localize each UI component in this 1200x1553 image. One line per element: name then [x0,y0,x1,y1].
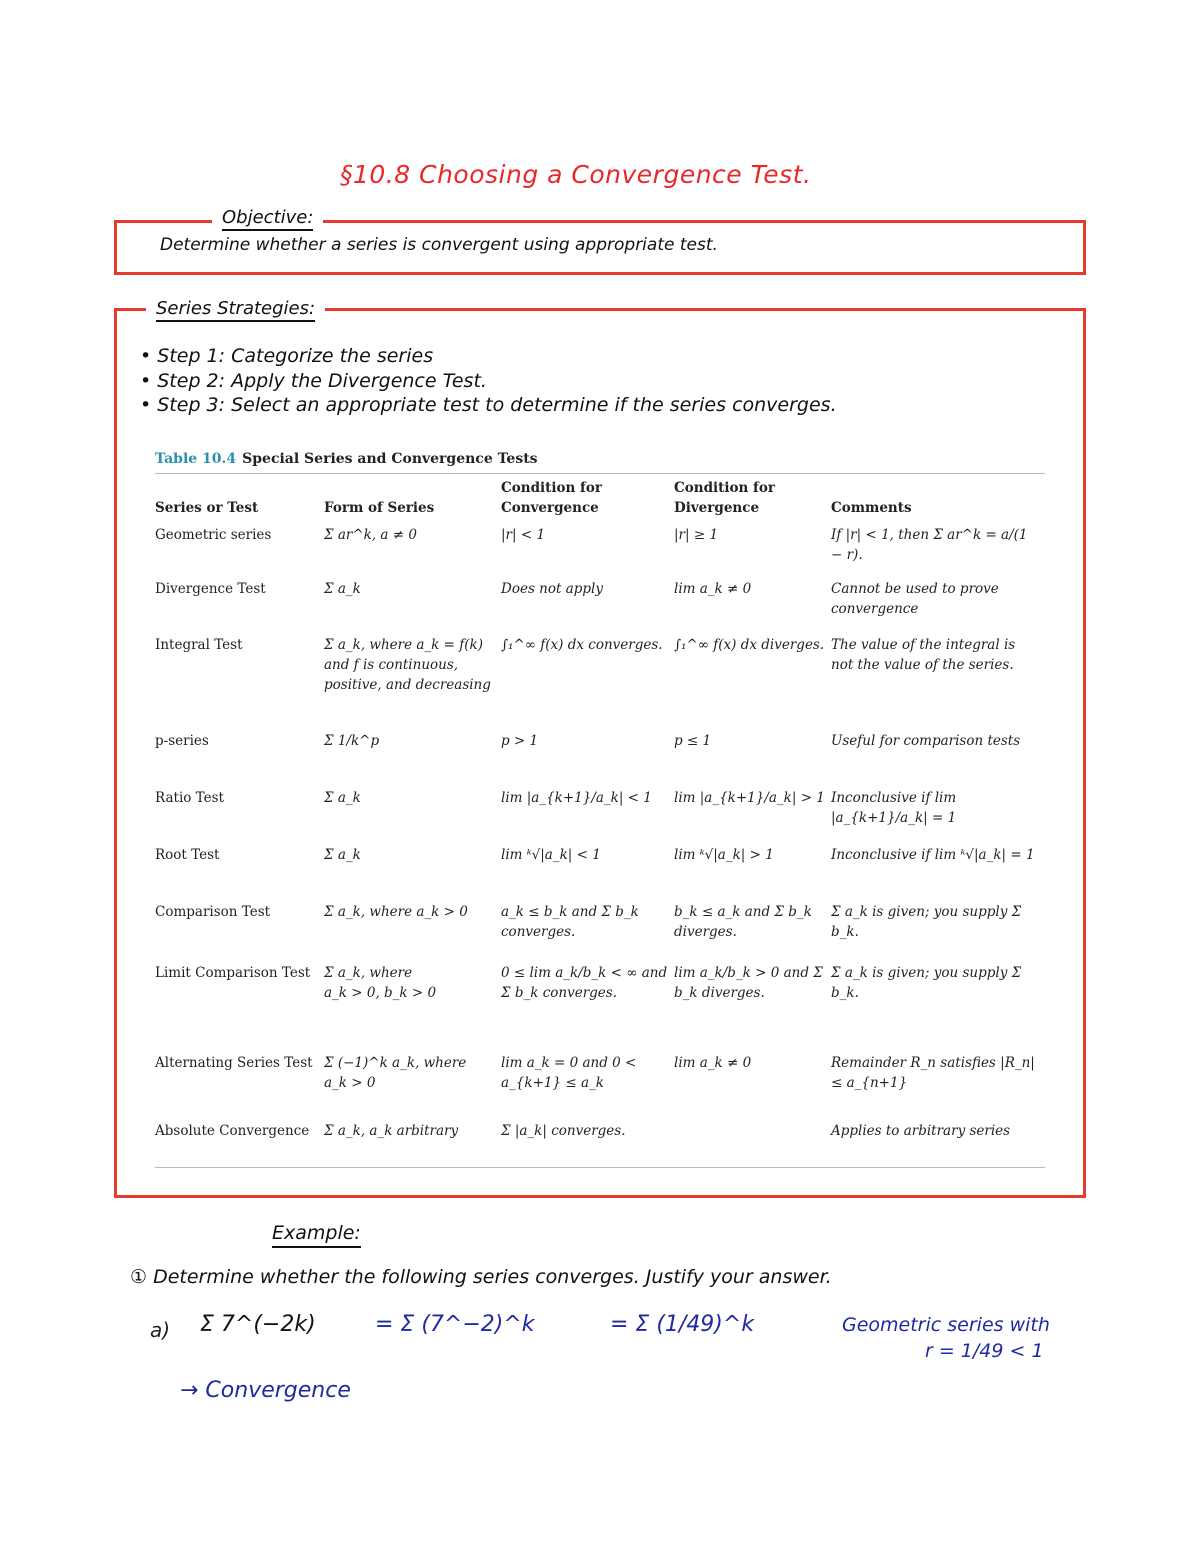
form-extra: a_k > 0 [324,1074,376,1091]
header-series: Series or Test [155,500,259,517]
form-cell [324,579,501,635]
table-row [155,525,1045,579]
series-name-cell: Geometric series [155,526,272,543]
convergence-cell: lim a_k = 0 and 0 < a_{k+1} ≤ a_k [501,1054,637,1091]
divergence-cell: |r| ≥ 1 [674,526,719,543]
table-row [155,845,1045,902]
convergence-cell: Σ |a_k| converges. [501,1122,626,1139]
comment-cell: Inconclusive if lim ᵏ√|a_k| = 1 [831,846,1035,863]
form-main: Σ 1/k^p [324,732,380,749]
divergence-cell: lim a_k/b_k > 0 and Σ b_k diverges. [674,964,823,1001]
table-bottom-rule [155,1167,1045,1168]
convergence-cell: lim |a_{k+1}/a_k| < 1 [501,789,652,806]
series-name-cell: Integral Test [155,636,243,653]
header-convergence: Condition for Convergence [501,480,602,517]
objective-text: Determine whether a series is convergent using appropriate test. [160,235,718,255]
form-main: Σ a_k [324,846,361,863]
example-question: ① Determine whether the following series converges. Justify your answer. [130,1266,832,1288]
example-label: Example: [272,1222,361,1244]
convergence-cell: p > 1 [501,732,539,749]
convergence-cell: |r| < 1 [501,526,546,543]
convergence-cell: lim ᵏ√|a_k| < 1 [501,846,601,863]
form-main: Σ a_k, where a_k = f(k) [324,636,483,653]
page-title: §10.8 Choosing a Convergence Test. [340,160,812,189]
comment-cell: If |r| < 1, then Σ ar^k = a/(1 − r). [831,526,1028,563]
series-name-cell: Comparison Test [155,903,271,920]
example-result: → Convergence [180,1378,351,1403]
divergence-cell: lim a_k ≠ 0 [674,580,752,597]
divergence-cell: p ≤ 1 [674,732,712,749]
form-extra: a_k > 0, b_k > 0 [324,984,437,1001]
series-name-cell: Limit Comparison Test [155,964,311,981]
example-lhs: Σ 7^(−2k) [200,1312,316,1337]
divergence-cell [674,1121,831,1165]
table-row [155,788,1045,845]
form-cell [324,902,501,963]
convergence-cell: 0 ≤ lim a_k/b_k < ∞ and Σ b_k converges. [501,964,668,1001]
table-header-row [155,476,1045,525]
comment-cell: Inconclusive if lim |a_{k+1}/a_k| = 1 [831,789,957,826]
series-name-cell: Absolute Convergence [155,1122,310,1139]
series-name-cell: Alternating Series Test [155,1054,313,1071]
form-cell [324,1053,501,1121]
table-caption: Table 10.4 Special Series and Convergence Tests [155,451,538,467]
divergence-cell: ∫₁^∞ f(x) dx diverges. [674,636,825,653]
strategies-label: Series Strategies: [146,298,325,319]
form-cell [324,788,501,845]
divergence-cell: lim ᵏ√|a_k| > 1 [674,846,774,863]
objective-label: Objective: [212,207,323,228]
table-row [155,1053,1045,1121]
comment-cell: Applies to arbitrary series [831,1122,1011,1139]
table-row [155,635,1045,731]
form-cell [324,635,501,731]
divergence-cell: lim |a_{k+1}/a_k| > 1 [674,789,825,806]
series-name-cell: p-series [155,732,209,749]
series-name-cell: Root Test [155,846,220,863]
form-extra: and f is continuous, positive, and decreasing [324,656,491,693]
example-reason-2: r = 1/49 < 1 [925,1340,1044,1362]
convergence-table [155,476,1045,1165]
divergence-cell: lim a_k ≠ 0 [674,1054,752,1071]
table-row [155,963,1045,1053]
divergence-cell: b_k ≤ a_k and Σ b_k diverges. [674,903,812,940]
table-row [155,731,1045,788]
form-main: Σ a_k, a_k arbitrary [324,1122,459,1139]
comment-cell: Cannot be used to prove convergence [831,580,999,617]
form-cell [324,731,501,788]
form-main: Σ a_k [324,580,361,597]
header-comments: Comments [831,500,912,517]
step-2: • Step 2: Apply the Divergence Test. [140,370,487,392]
example-reason-1: Geometric series with [842,1314,1050,1336]
header-divergence: Condition for Divergence [674,480,775,517]
form-cell [324,1121,501,1165]
table-top-rule [155,473,1045,474]
form-cell [324,963,501,1053]
example-step-2: = Σ (1/49)^k [610,1312,755,1337]
comment-cell: The value of the integral is not the value of the series. [831,636,1016,673]
form-main: Σ a_k [324,789,361,806]
form-main: Σ (−1)^k a_k, where [324,1054,467,1071]
convergence-cell: ∫₁^∞ f(x) dx converges. [501,636,663,653]
form-main: Σ a_k, where a_k > 0 [324,903,468,920]
form-main: Σ ar^k, a ≠ 0 [324,526,417,543]
comment-cell: Σ a_k is given; you supply Σ b_k. [831,903,1022,940]
form-cell [324,845,501,902]
example-part-label: a) [150,1318,171,1342]
series-name-cell: Ratio Test [155,789,224,806]
form-main: Σ a_k, where [324,964,413,981]
comment-cell: Remainder R_n satisfies |R_n| ≤ a_{n+1} [831,1054,1035,1091]
table-row [155,902,1045,963]
table-row [155,1121,1045,1165]
convergence-cell: a_k ≤ b_k and Σ b_k converges. [501,903,639,940]
step-3: • Step 3: Select an appropriate test to determine if the series converges. [140,394,837,416]
comment-cell: Useful for comparison tests [831,732,1021,749]
comment-cell: Σ a_k is given; you supply Σ b_k. [831,964,1022,1001]
form-cell [324,525,501,579]
convergence-cell: Does not apply [501,580,603,597]
example-step-1: = Σ (7^−2)^k [375,1312,535,1337]
step-1: • Step 1: Categorize the series [140,345,434,367]
header-form: Form of Series [324,500,435,517]
series-name-cell: Divergence Test [155,580,266,597]
table-row [155,579,1045,635]
